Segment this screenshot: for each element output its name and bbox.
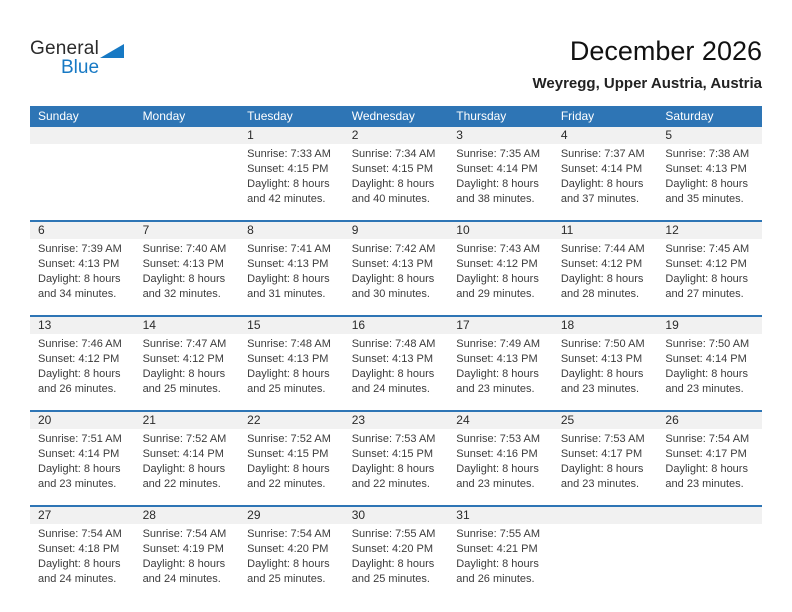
sunrise-text: Sunrise: 7:39 AM [38, 243, 122, 255]
day-number [657, 507, 762, 524]
sunrise-text: Sunrise: 7:53 AM [560, 433, 645, 445]
weekday-header-row [30, 106, 762, 127]
calendar-day-cell [448, 412, 553, 505]
sunset-text: Sunset: 4:20 PM [247, 543, 329, 555]
daylight-text: Daylight: 8 hours and 30 minutes. [351, 273, 435, 300]
sunset-text: Sunset: 4:12 PM [456, 258, 538, 270]
sunset-text: Sunset: 4:21 PM [456, 543, 538, 555]
calendar-day-cell [344, 412, 449, 505]
day-number: 6 [30, 222, 135, 239]
day-number [30, 127, 135, 144]
calendar-day-cell [30, 222, 135, 315]
sunset-text: Sunset: 4:15 PM [351, 163, 434, 175]
day-number: 19 [657, 317, 762, 334]
calendar-day-cell [135, 317, 240, 410]
calendar-day-cell [657, 222, 762, 315]
day-number: 7 [135, 222, 240, 239]
calendar-day-cell [657, 317, 762, 410]
day-details [135, 429, 240, 492]
sunrise-text: Sunrise: 7:35 AM [456, 148, 541, 160]
calendar-day-cell [135, 507, 240, 600]
sunrise-text: Sunrise: 7:41 AM [247, 243, 331, 255]
page-subtitle: Weyregg, Upper Austria, Austria [532, 75, 762, 92]
sunset-text: Sunset: 4:13 PM [456, 353, 538, 365]
day-details [344, 334, 449, 397]
sunset-text: Sunset: 4:13 PM [560, 353, 643, 365]
day-details [657, 239, 762, 302]
day-details [30, 334, 135, 397]
day-details [30, 144, 135, 147]
daylight-text: Daylight: 8 hours and 25 minutes. [142, 368, 226, 395]
logo-text-blue: Blue [61, 57, 100, 78]
sunrise-text: Sunrise: 7:45 AM [665, 243, 750, 255]
sunrise-text: Sunrise: 7:51 AM [38, 433, 122, 445]
calendar-day-cell [448, 317, 553, 410]
weekday-header-thursday: Thursday [456, 109, 507, 123]
sunset-text: Sunset: 4:14 PM [456, 163, 538, 175]
day-number: 22 [239, 412, 344, 429]
sunrise-text: Sunrise: 7:44 AM [560, 243, 645, 255]
calendar-day-cell [239, 317, 344, 410]
daylight-text: Daylight: 8 hours and 35 minutes. [665, 178, 748, 205]
daylight-text: Daylight: 8 hours and 26 minutes. [456, 558, 539, 585]
calendar-day-cell [239, 127, 344, 220]
calendar-day-cell [448, 127, 553, 220]
day-details [657, 429, 762, 492]
calendar-day-cell [657, 127, 762, 220]
calendar-grid [30, 127, 762, 600]
sunrise-text: Sunrise: 7:47 AM [142, 338, 227, 350]
day-details [553, 239, 658, 302]
daylight-text: Daylight: 8 hours and 27 minutes. [665, 273, 748, 300]
sunset-text: Sunset: 4:14 PM [560, 163, 643, 175]
day-number: 3 [448, 127, 553, 144]
day-number: 21 [135, 412, 240, 429]
sunset-text: Sunset: 4:17 PM [665, 448, 747, 460]
day-number: 5 [657, 127, 762, 144]
weekday-header-sunday: Sunday [38, 109, 79, 123]
calendar-week-row [30, 220, 762, 315]
daylight-text: Daylight: 8 hours and 32 minutes. [142, 273, 226, 300]
day-number: 15 [239, 317, 344, 334]
sunrise-text: Sunrise: 7:48 AM [247, 338, 331, 350]
calendar-week-row [30, 127, 762, 220]
sunrise-text: Sunrise: 7:54 AM [38, 528, 122, 540]
calendar-day-cell [30, 412, 135, 505]
day-number: 27 [30, 507, 135, 524]
day-number: 28 [135, 507, 240, 524]
day-details [344, 239, 449, 302]
sunrise-text: Sunrise: 7:54 AM [247, 528, 331, 540]
calendar-day-cell [30, 507, 135, 600]
day-number: 11 [553, 222, 658, 239]
day-number: 17 [448, 317, 553, 334]
day-number: 25 [553, 412, 658, 429]
sunrise-text: Sunrise: 7:53 AM [351, 433, 436, 445]
day-details [344, 524, 449, 587]
calendar-day-cell [30, 317, 135, 410]
day-details [30, 429, 135, 492]
sunrise-text: Sunrise: 7:49 AM [456, 338, 541, 350]
daylight-text: Daylight: 8 hours and 25 minutes. [247, 558, 330, 585]
calendar-week-row [30, 505, 762, 600]
day-details [239, 334, 344, 397]
calendar-day-cell [448, 507, 553, 600]
calendar-day-cell [239, 222, 344, 315]
day-number: 31 [448, 507, 553, 524]
daylight-text: Daylight: 8 hours and 28 minutes. [560, 273, 644, 300]
sunset-text: Sunset: 4:13 PM [142, 258, 224, 270]
day-details [135, 334, 240, 397]
sunrise-text: Sunrise: 7:50 AM [665, 338, 750, 350]
page-title: December 2026 [569, 36, 762, 66]
day-details [657, 334, 762, 397]
sunset-text: Sunset: 4:15 PM [247, 448, 329, 460]
daylight-text: Daylight: 8 hours and 23 minutes. [560, 368, 644, 395]
day-number [553, 507, 658, 524]
sunset-text: Sunset: 4:13 PM [351, 353, 434, 365]
daylight-text: Daylight: 8 hours and 26 minutes. [38, 368, 121, 395]
calendar-day-cell [344, 317, 449, 410]
daylight-text: Daylight: 8 hours and 23 minutes. [456, 368, 539, 395]
day-details [448, 524, 553, 587]
sunset-text: Sunset: 4:14 PM [142, 448, 224, 460]
weekday-header-friday: Friday [560, 109, 595, 123]
daylight-text: Daylight: 8 hours and 23 minutes. [665, 463, 748, 490]
daylight-text: Daylight: 8 hours and 42 minutes. [247, 178, 330, 205]
day-details [553, 144, 658, 207]
calendar-day-cell [553, 127, 658, 220]
logo-triangle-icon [100, 44, 124, 58]
daylight-text: Daylight: 8 hours and 24 minutes. [351, 368, 435, 395]
day-details [657, 524, 762, 527]
daylight-text: Daylight: 8 hours and 22 minutes. [351, 463, 435, 490]
day-details [657, 144, 762, 207]
sunrise-text: Sunrise: 7:54 AM [142, 528, 227, 540]
sunset-text: Sunset: 4:13 PM [351, 258, 434, 270]
sunset-text: Sunset: 4:17 PM [560, 448, 643, 460]
day-number: 1 [239, 127, 344, 144]
calendar-week-row [30, 410, 762, 505]
calendar-day-cell [344, 127, 449, 220]
day-number: 12 [657, 222, 762, 239]
day-details [344, 429, 449, 492]
daylight-text: Daylight: 8 hours and 31 minutes. [247, 273, 330, 300]
day-details [553, 334, 658, 397]
daylight-text: Daylight: 8 hours and 34 minutes. [38, 273, 121, 300]
calendar-day-cell [135, 222, 240, 315]
sunset-text: Sunset: 4:16 PM [456, 448, 538, 460]
day-number: 18 [553, 317, 658, 334]
sunrise-text: Sunrise: 7:48 AM [351, 338, 436, 350]
sunset-text: Sunset: 4:14 PM [665, 353, 747, 365]
daylight-text: Daylight: 8 hours and 37 minutes. [560, 178, 644, 205]
sunset-text: Sunset: 4:13 PM [38, 258, 120, 270]
calendar-day-cell [344, 507, 449, 600]
day-number: 2 [344, 127, 449, 144]
calendar-day-cell [135, 412, 240, 505]
daylight-text: Daylight: 8 hours and 40 minutes. [351, 178, 435, 205]
calendar-empty-cell [30, 127, 135, 220]
sunrise-text: Sunrise: 7:53 AM [456, 433, 541, 445]
sunset-text: Sunset: 4:13 PM [247, 258, 329, 270]
day-details [239, 239, 344, 302]
day-details [135, 239, 240, 302]
day-details [239, 524, 344, 587]
day-details [135, 524, 240, 587]
sunset-text: Sunset: 4:14 PM [38, 448, 120, 460]
daylight-text: Daylight: 8 hours and 22 minutes. [247, 463, 330, 490]
weekday-header-wednesday: Wednesday [351, 109, 415, 123]
page-header [30, 36, 762, 92]
sunset-text: Sunset: 4:12 PM [142, 353, 224, 365]
calendar-empty-cell [135, 127, 240, 220]
sunrise-text: Sunrise: 7:54 AM [665, 433, 750, 445]
day-number [135, 127, 240, 144]
day-number: 30 [344, 507, 449, 524]
sunset-text: Sunset: 4:12 PM [560, 258, 643, 270]
weekday-header-monday: Monday [142, 109, 186, 123]
day-number: 10 [448, 222, 553, 239]
day-number: 16 [344, 317, 449, 334]
calendar-day-cell [553, 222, 658, 315]
sunrise-text: Sunrise: 7:50 AM [560, 338, 645, 350]
sunrise-text: Sunrise: 7:40 AM [142, 243, 227, 255]
calendar-day-cell [448, 222, 553, 315]
sunrise-text: Sunrise: 7:37 AM [560, 148, 645, 160]
sunset-text: Sunset: 4:18 PM [38, 543, 120, 555]
sunset-text: Sunset: 4:19 PM [142, 543, 224, 555]
day-number: 13 [30, 317, 135, 334]
day-number: 24 [448, 412, 553, 429]
day-details [448, 334, 553, 397]
weekday-header-saturday: Saturday [665, 109, 714, 123]
day-details [553, 429, 658, 492]
sunrise-text: Sunrise: 7:52 AM [142, 433, 227, 445]
daylight-text: Daylight: 8 hours and 23 minutes. [665, 368, 748, 395]
day-number: 4 [553, 127, 658, 144]
title-block [533, 36, 763, 92]
calendar-day-cell [344, 222, 449, 315]
sunrise-text: Sunrise: 7:46 AM [38, 338, 122, 350]
sunrise-text: Sunrise: 7:38 AM [665, 148, 750, 160]
logo-text-general: General [30, 38, 99, 59]
sunrise-text: Sunrise: 7:43 AM [456, 243, 541, 255]
calendar-empty-cell [657, 507, 762, 600]
weekday-header-tuesday: Tuesday [247, 109, 293, 123]
calendar-week-row [30, 315, 762, 410]
daylight-text: Daylight: 8 hours and 23 minutes. [38, 463, 121, 490]
daylight-text: Daylight: 8 hours and 25 minutes. [247, 368, 330, 395]
daylight-text: Daylight: 8 hours and 23 minutes. [560, 463, 644, 490]
calendar-day-cell [657, 412, 762, 505]
day-details [30, 524, 135, 587]
daylight-text: Daylight: 8 hours and 22 minutes. [142, 463, 226, 490]
sunset-text: Sunset: 4:15 PM [247, 163, 329, 175]
sunset-text: Sunset: 4:12 PM [665, 258, 747, 270]
day-details [135, 144, 240, 147]
daylight-text: Daylight: 8 hours and 29 minutes. [456, 273, 539, 300]
daylight-text: Daylight: 8 hours and 38 minutes. [456, 178, 539, 205]
day-details [553, 524, 658, 527]
daylight-text: Daylight: 8 hours and 24 minutes. [142, 558, 226, 585]
calendar-day-cell [239, 412, 344, 505]
sunset-text: Sunset: 4:15 PM [351, 448, 434, 460]
day-details [239, 429, 344, 492]
day-number: 9 [344, 222, 449, 239]
day-number: 20 [30, 412, 135, 429]
calendar-day-cell [239, 507, 344, 600]
day-number: 29 [239, 507, 344, 524]
day-details [239, 144, 344, 207]
sunrise-text: Sunrise: 7:52 AM [247, 433, 331, 445]
day-number: 26 [657, 412, 762, 429]
sunrise-text: Sunrise: 7:55 AM [351, 528, 436, 540]
daylight-text: Daylight: 8 hours and 25 minutes. [351, 558, 435, 585]
sunset-text: Sunset: 4:20 PM [351, 543, 434, 555]
sunrise-text: Sunrise: 7:33 AM [247, 148, 331, 160]
general-blue-logo [30, 36, 124, 79]
sunset-text: Sunset: 4:12 PM [38, 353, 120, 365]
daylight-text: Daylight: 8 hours and 23 minutes. [456, 463, 539, 490]
day-details [30, 239, 135, 302]
day-details [344, 144, 449, 207]
sunset-text: Sunset: 4:13 PM [665, 163, 747, 175]
calendar-empty-cell [553, 507, 658, 600]
calendar-day-cell [553, 317, 658, 410]
sunrise-text: Sunrise: 7:34 AM [351, 148, 436, 160]
daylight-text: Daylight: 8 hours and 24 minutes. [38, 558, 121, 585]
day-details [448, 239, 553, 302]
day-details [448, 144, 553, 207]
day-number: 23 [344, 412, 449, 429]
day-number: 8 [239, 222, 344, 239]
sunrise-text: Sunrise: 7:42 AM [351, 243, 436, 255]
calendar-day-cell [553, 412, 658, 505]
sunset-text: Sunset: 4:13 PM [247, 353, 329, 365]
day-details [448, 429, 553, 492]
sunrise-text: Sunrise: 7:55 AM [456, 528, 541, 540]
day-number: 14 [135, 317, 240, 334]
